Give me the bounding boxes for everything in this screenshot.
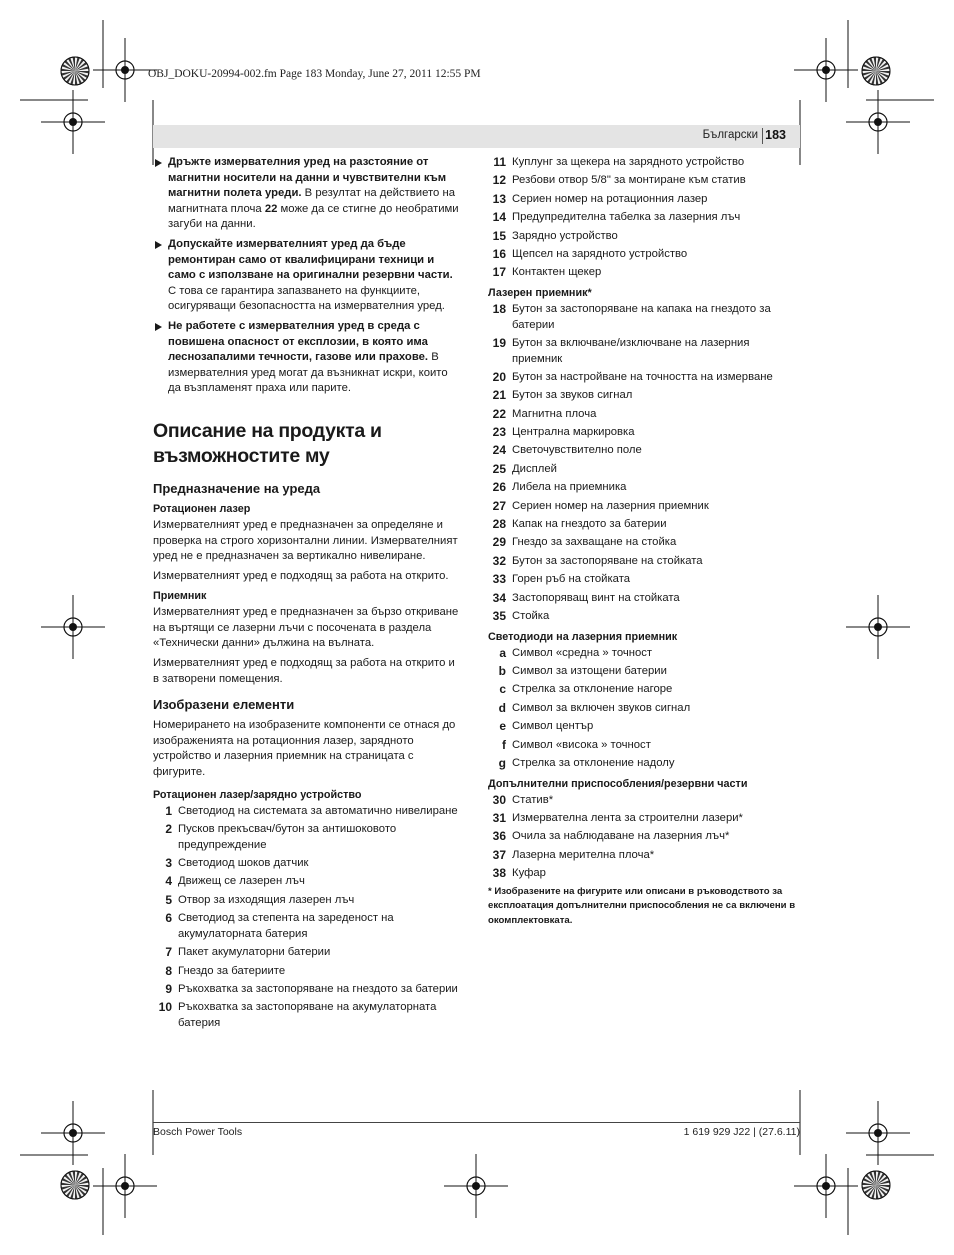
item-text: Резбови отвор 5/8" за монтиране към статив [512,174,746,187]
page-header-bar [153,125,800,148]
safety-bullet-1: Дръжте измервателния уред на разстояние от магнитни носители на данни и чувствителни към магнитни полета уреди. В резултат на действието на магнитната плоча 22 може да се стигне до необратими загуби на данни. [153,155,463,233]
list-item [488,265,800,281]
item-text: Светодиод на системата за автоматично нивелиране [178,804,458,817]
item-text: Ръкохватка за застопоряване на гнездото за батерии [178,982,458,995]
crosshair-mark [874,118,882,126]
item-number: e [499,719,506,734]
led-heading: Светодиоди на лазерния приемник [488,630,678,643]
list-item [488,535,800,551]
item-text: Бутон за застопоряване на стойката [512,554,703,567]
list-item [488,155,800,171]
list-item [153,945,463,961]
item-text: Лазерна мерителна плоча* [512,848,655,861]
footer-doc-number: 1 619 929 J22 | (27.6.11) [683,1126,800,1138]
item-text: Капак на гнездото за батерии [512,518,667,531]
item-number: 20 [492,369,506,384]
item-number: 23 [492,425,506,440]
list-item [153,856,463,872]
list-item [153,874,463,890]
item-number: 3 [165,856,172,870]
item-number: a [499,645,506,660]
list-item [488,829,800,845]
item-text: Магнитна плоча [512,407,597,420]
item-text: Светодиод шоков датчик [178,857,309,869]
item-text: Отвор за изходящия лазерен лъч [178,893,355,906]
receiver-paragraph-1: Измервателният уред е предназначен за бързо откриване на въртящи се лазерни лъчи с посочената в раздела «Технически данни» дължина на вълната. [153,606,459,650]
item-number: 34 [492,590,506,605]
item-number: 37 [492,847,506,862]
item-text: Ръкохватка за застопоряване на акумулаторната батерия [178,1001,437,1029]
list-item [488,664,800,680]
footer-divider [153,1122,800,1123]
list-item [488,499,800,515]
laser-charger-heading: Ротационен лазер/зарядно устройство [153,788,362,801]
item-text: Пакет акумулаторни батерии [178,946,331,959]
crosshair-mark [822,1182,830,1190]
left-column [153,155,463,1035]
item-text: Бутон за звуков сигнал [512,389,633,402]
bullet-arrow-icon [155,323,162,331]
crosshair-mark [69,623,77,631]
item-number: 14 [492,210,506,225]
list-item [488,517,800,533]
item-number: 11 [493,155,506,169]
item-text: Измервателна лента за строителни лазери* [512,811,743,824]
item-number: 38 [492,866,506,881]
receiver-components-list [488,302,800,625]
item-text: Символ «висока » точност [512,738,651,751]
right-column [488,155,800,928]
item-number: 2 [165,822,172,837]
item-text: Сериен номер на ротационния лазер [512,192,708,205]
rotary-laser-heading: Ротационен лазер [153,502,251,515]
crosshair-mark [121,66,129,74]
item-number: 31 [492,810,506,825]
item-text: Горен ръб на стойката [512,573,631,586]
laser-receiver-heading: Лазерен приемник* [488,286,592,299]
safety-bullet-2: Допускайте измервателният уред да бъде ремонтиран само от квалифицирани техници и само с използване на оригинални резервни части. С това се гарантира запазването на функциите, осигуряващи безопасността на измервателния уред. [153,237,463,315]
item-text: Символ център [512,720,594,733]
list-item [153,804,463,820]
item-text: Стрелка за отклонение надолу [512,756,675,769]
item-text: Либела на приемника [512,481,627,494]
item-number: 1 [165,803,172,818]
list-item [488,738,800,754]
crosshair-mark [874,1129,882,1137]
crosshair-mark [472,1182,480,1190]
item-number: 22 [492,406,506,421]
list-item [488,554,800,570]
item-text: Бутон за настройване на точността на измерване [512,370,773,383]
item-text: Бутон за включване/изключване на лазерния приемник [512,336,750,365]
components-paragraph: Номерирането на изобразените компоненти се отнася до изображенията на ротационния лазер, зарядното устройство и лазерния приемник на страницата с фигурите. [153,719,456,779]
item-number: 10 [158,1000,172,1015]
item-number: 28 [492,517,506,532]
list-item [488,756,800,772]
item-number: 19 [492,335,506,350]
list-item [153,982,463,998]
item-number: 18 [492,301,506,316]
list-item [488,866,800,882]
page-number: 183 [765,128,786,142]
rotary-laser-paragraph-2: Измервателният уред е подходящ за работа на открито. [153,569,449,582]
item-number: 8 [165,963,172,978]
item-text: Гнездо за батериите [178,964,286,977]
item-text: Символ «средна » точност [512,646,653,659]
crosshair-mark [69,118,77,126]
purpose-heading: Предназначение на уреда [153,480,321,496]
item-text: Символ за изтощени батерии [512,664,667,677]
item-text: Зарядно устройство [512,229,618,242]
list-item [488,336,800,367]
item-number: 30 [492,792,506,807]
accessories-heading: Допълнителни приспособления/резервни части [488,777,748,790]
list-item [488,793,800,809]
item-number: 21 [492,388,506,403]
item-text: Щепсел на зарядното устройство [512,247,688,260]
list-item [488,609,800,625]
crosshair-mark [822,66,830,74]
item-number: d [498,700,506,715]
list-item [153,1000,463,1031]
accessories-list [488,793,800,882]
item-number: 15 [492,228,506,243]
item-text: Сериен номер на лазерния приемник [512,499,709,512]
safety-bullet-3: Не работете с измервателния уред в среда с повишена опасност от експлозии, в която има леснозапалими течности, газове или прахове. В измервателния уред могат да възникнат искри, които да възпламенят праха или парите. [153,319,463,397]
list-item [488,388,800,404]
list-item [488,210,800,226]
item-text: Светочувствително поле [512,444,642,457]
list-item [153,911,463,942]
item-number: 7 [165,945,172,960]
print-info-line: OBJ_DOKU-20994-002.fm Page 183 Monday, June 27, 2011 12:55 PM [148,68,481,80]
list-item [488,462,800,478]
item-number: f [502,737,506,752]
list-item [488,302,800,333]
footer-brand: Bosch Power Tools [153,1126,243,1138]
item-number: 29 [492,535,506,550]
list-item [488,247,800,263]
list-item [488,229,800,245]
receiver-heading: Приемник [153,590,207,603]
list-item [488,646,800,662]
list-item [488,407,800,423]
item-text: Централна маркировка [512,426,635,439]
laser-components-list [153,804,463,1032]
list-item [153,964,463,980]
item-text: Контактен щекер [512,266,602,279]
item-number: 13 [492,191,506,206]
item-number: 26 [492,480,506,495]
item-number: 35 [492,608,506,623]
header-separator [762,128,763,144]
crosshair-mark [874,623,882,631]
list-item [488,572,800,588]
item-number: 36 [492,829,506,844]
components-heading: Изобразени елементи [153,697,295,713]
list-item [153,893,463,909]
list-item [488,480,800,496]
receiver-paragraph-2: Измервателният уред е подходящ за работа на открито и в затворени помещения. [153,657,455,685]
list-item [488,192,800,208]
item-number: g [498,755,506,770]
bullet-arrow-icon [155,159,162,167]
item-text: Статив* [512,793,554,806]
item-text: Очила за наблюдаване на лазерния лъч* [512,830,730,843]
item-number: 9 [165,981,172,996]
item-text: Гнездо за захващане на стойка [512,536,677,549]
item-text: Куфар [512,867,546,880]
list-item [488,719,800,735]
item-number: 16 [492,246,506,261]
item-number: b [498,663,506,678]
bullet-arrow-icon [155,241,162,249]
item-number: 6 [165,911,172,926]
item-text: Светодиод за степента на зареденост на акумулаторната батерия [178,912,394,940]
item-number: 25 [492,461,506,476]
crosshair-mark [69,1129,77,1137]
item-text: Предупредителна табелка за лазерния лъч [512,211,741,224]
section-title: Описание на продукта и възможностите му [153,419,382,467]
item-number: 5 [165,892,172,907]
item-number: 12 [492,173,506,188]
item-text: Куплунг за щекера на зарядното устройство [512,156,745,168]
item-text: Стрелка за отклонение нагоре [512,683,673,696]
led-list [488,646,800,772]
accessories-footnote: * Изобразените на фигурите или описани в ръководството за експлоатация допълнителни приспособления не са включени в окомплектовката. [488,885,796,926]
item-number: 32 [492,553,506,568]
item-number: c [499,682,506,697]
item-number: 17 [492,265,506,280]
list-item [488,173,800,189]
item-text: Символ за включен звуков сигнал [512,701,691,714]
item-text: Дисплей [512,462,557,475]
header-language: Български [702,129,758,141]
crosshair-mark [121,1182,129,1190]
item-text: Пусков прекъсвач/бутон за антишоковото предупреждение [178,823,397,851]
list-item [488,591,800,607]
item-number: 27 [492,498,506,513]
item-number: 24 [492,443,506,458]
item-number: 33 [492,572,506,587]
list-item [488,848,800,864]
item-text: Стойка [512,609,550,622]
rotary-laser-paragraph-1: Измервателният уред е предназначен за определяне и проверка на строго хоризонтални линии. Измервателният уред не е предназначен за вертикално нивелиране. [153,518,458,563]
list-item [488,682,800,698]
list-item [488,370,800,386]
charger-components-list [488,155,800,281]
item-text: Бутон за застопоряване на капака на гнездото за батерии [512,302,771,331]
item-text: Застопоряващ винт на стойката [512,591,680,604]
list-item [488,701,800,717]
list-item [488,425,800,441]
list-item [153,822,463,853]
list-item [488,811,800,827]
list-item [488,443,800,459]
item-text: Движещ се лазерен лъч [178,875,305,888]
item-number: 4 [165,874,172,889]
